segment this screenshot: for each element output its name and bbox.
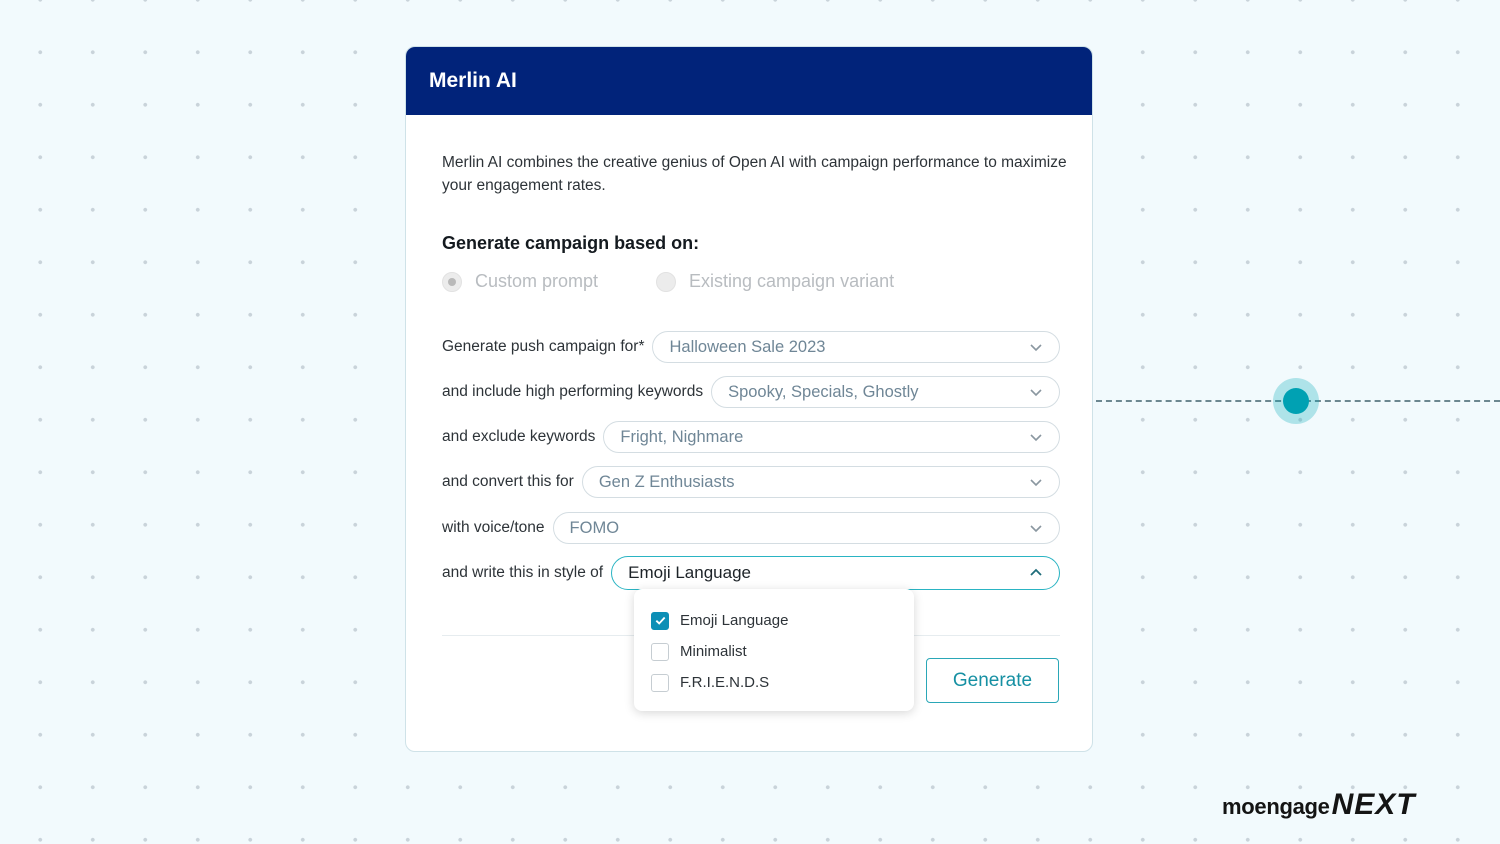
logo-wordmark: moengage xyxy=(1222,794,1330,819)
radio-label: Custom prompt xyxy=(475,271,599,291)
form-row-voice-tone xyxy=(442,511,1060,545)
checkbox-icon[interactable] xyxy=(651,674,669,692)
select-value: Spooky, Specials, Ghostly xyxy=(728,382,919,401)
option-label: Minimalist xyxy=(680,643,747,660)
exclude-keywords-select[interactable] xyxy=(603,421,1060,453)
moengage-next-logo xyxy=(1222,782,1418,822)
audience-select[interactable] xyxy=(582,466,1060,498)
row-label: Generate push campaign for* xyxy=(442,338,645,355)
card-header xyxy=(406,47,1092,115)
chevron-down-icon xyxy=(1029,430,1043,444)
connector-node xyxy=(1283,388,1309,414)
chevron-down-icon xyxy=(1029,340,1043,354)
select-value: Gen Z Enthusiasts xyxy=(598,472,735,491)
form-row-style xyxy=(442,556,1060,590)
form-row-audience xyxy=(442,465,1060,499)
option-label: Emoji Language xyxy=(680,612,789,629)
option-label: F.R.I.E.N.D.S xyxy=(680,674,770,691)
card-description: Merlin AI combines the creative genius of Open AI with campaign performance to maximize your engagement rates. xyxy=(442,154,1067,194)
check-icon xyxy=(654,614,667,627)
chevron-down-icon xyxy=(1029,475,1043,489)
chevron-down-icon xyxy=(1029,385,1043,399)
row-label: and write this in style of xyxy=(442,564,604,581)
checkbox-icon[interactable] xyxy=(651,643,669,661)
include-keywords-select[interactable] xyxy=(711,376,1060,408)
form-row-exclude-keywords xyxy=(442,420,1060,454)
select-value: FOMO xyxy=(569,518,620,537)
style-select[interactable] xyxy=(611,556,1060,590)
form-row-include-keywords xyxy=(442,375,1060,409)
radio-selected-icon[interactable] xyxy=(442,272,462,292)
checkbox-checked-icon[interactable] xyxy=(651,612,669,630)
option-friends[interactable] xyxy=(634,667,914,698)
chevron-up-icon xyxy=(1029,566,1043,580)
row-label: and convert this for xyxy=(442,473,574,490)
campaign-select[interactable] xyxy=(652,331,1060,363)
generate-button[interactable]: Generate xyxy=(926,658,1059,703)
card-title: Merlin AI xyxy=(429,69,517,92)
radio-existing-campaign-variant[interactable] xyxy=(656,271,894,292)
radio-unselected-icon[interactable] xyxy=(656,272,676,292)
select-value: Emoji Language xyxy=(628,563,751,582)
option-minimalist[interactable] xyxy=(634,636,914,667)
select-value: Fright, Nighmare xyxy=(620,427,744,446)
radio-custom-prompt[interactable] xyxy=(442,271,598,292)
logo-next-wordmark: NEXT xyxy=(1331,788,1416,821)
form-row-campaign xyxy=(442,330,1060,364)
voice-tone-select[interactable] xyxy=(553,512,1060,544)
row-label: and include high performing keywords xyxy=(442,383,704,400)
option-emoji-language[interactable] xyxy=(634,605,914,636)
section-heading: Generate campaign based on: xyxy=(442,233,700,253)
merlin-ai-card xyxy=(405,46,1093,752)
radio-label: Existing campaign variant xyxy=(689,271,895,291)
chevron-down-icon xyxy=(1029,521,1043,535)
select-value: Halloween Sale 2023 xyxy=(669,337,826,356)
row-label: and exclude keywords xyxy=(442,428,596,445)
style-dropdown-menu xyxy=(634,589,914,711)
row-label: with voice/tone xyxy=(442,519,545,536)
